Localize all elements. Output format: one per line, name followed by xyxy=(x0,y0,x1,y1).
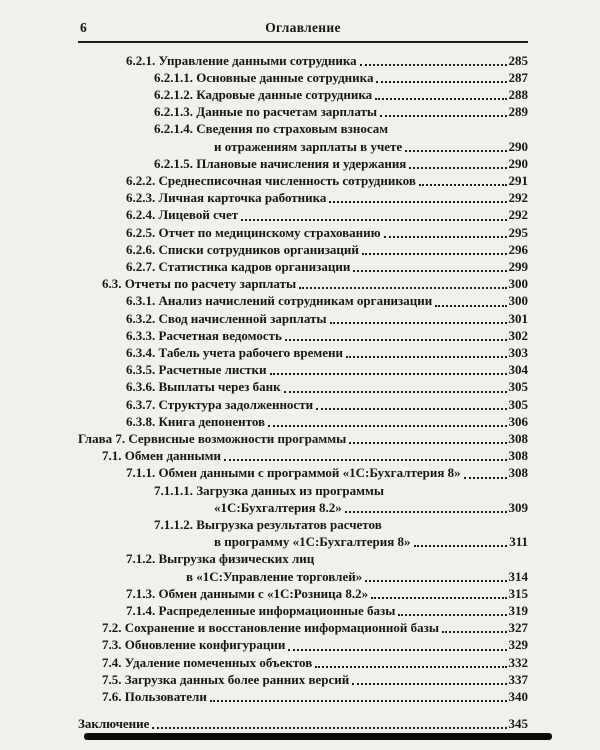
toc-entry xyxy=(78,189,528,206)
dot-leader xyxy=(352,683,506,685)
toc-entry-title: 7.1.3. Обмен данными с «1С:Розница 8.2» xyxy=(126,585,369,601)
header-rule xyxy=(78,41,528,43)
dot-leader xyxy=(285,339,507,341)
toc-entry-page: 299 xyxy=(508,258,528,274)
toc-entry-page: 285 xyxy=(508,52,528,68)
dot-leader xyxy=(353,270,506,272)
toc-entry xyxy=(78,619,528,636)
toc-entry-continuation-text: и отражениям зарплаты в учете xyxy=(214,138,403,154)
toc-entry-page: 289 xyxy=(508,104,528,120)
toc-entry-continuation xyxy=(78,499,528,516)
toc-entry-page: 291 xyxy=(508,172,528,188)
toc-entry xyxy=(78,206,528,223)
toc-entry xyxy=(78,310,528,327)
toc-entry-page: 295 xyxy=(508,224,528,240)
dot-leader xyxy=(349,442,506,444)
toc-entry xyxy=(78,715,528,732)
dot-leader xyxy=(435,305,506,307)
toc-entry-title: 6.2.5. Отчет по медицинскому страхованию xyxy=(126,224,381,240)
toc-entry-page: 332 xyxy=(508,654,528,670)
toc-entry-page: 292 xyxy=(508,207,528,223)
toc-entry-page: 314 xyxy=(508,568,528,584)
dot-leader xyxy=(384,236,507,238)
toc-entry-title: 6.3.2. Свод начисленной зарплаты xyxy=(126,310,327,326)
toc-entry xyxy=(78,550,528,567)
toc-entry-title: 6.2.1.3. Данные по расчетам зарплаты xyxy=(154,104,378,120)
toc-entry-page: 327 xyxy=(508,620,528,636)
toc-entry-title: 7.1.1. Обмен данными с программой «1С:Бухгалтерия 8» xyxy=(126,465,461,481)
dot-leader xyxy=(315,666,506,668)
toc-entry-page: 296 xyxy=(508,241,528,257)
toc-entry-title: 6.3.3. Расчетная ведомость xyxy=(126,327,282,343)
toc-entry xyxy=(78,654,528,671)
toc-entry-title: 6.2.6. Списки сотрудников организаций xyxy=(126,241,359,257)
dot-leader xyxy=(419,184,507,186)
toc-entry-page: 311 xyxy=(509,534,528,550)
toc-entry-title: 7.1. Обмен данными xyxy=(102,448,222,464)
toc-entry xyxy=(78,671,528,688)
toc-entry xyxy=(78,688,528,705)
dot-leader xyxy=(376,81,506,83)
toc-entry xyxy=(78,361,528,378)
toc-entry-title: Заключение xyxy=(78,716,150,732)
scan-artifact-bar xyxy=(84,733,552,740)
toc-entry-page: 337 xyxy=(508,671,528,687)
toc-entry xyxy=(78,482,528,499)
toc-entry-title: Глава 7. Сервисные возможности программы xyxy=(78,430,347,446)
dot-leader xyxy=(414,545,508,547)
toc-entry xyxy=(78,464,528,481)
toc-entry-title: 7.1.1.1. Загрузка данных из программы xyxy=(154,482,384,498)
toc-entry-page: 319 xyxy=(508,603,528,618)
toc-entry-page: 309 xyxy=(508,499,528,515)
toc-entry-page: 292 xyxy=(508,190,528,206)
toc-entry-page: 345 xyxy=(508,716,528,732)
dot-leader xyxy=(241,219,506,221)
toc-entry-continuation xyxy=(78,138,528,155)
toc-entry-page: 329 xyxy=(508,637,528,653)
dot-leader xyxy=(409,167,506,169)
toc-entry-page: 287 xyxy=(508,69,528,85)
toc-entry-title: 6.2.7. Статистика кадров организации xyxy=(126,258,351,274)
toc-entry-continuation xyxy=(78,568,528,585)
toc-entry xyxy=(78,396,528,413)
dot-leader xyxy=(152,727,506,729)
header-title: Оглавление xyxy=(265,20,341,35)
dot-leader xyxy=(442,631,507,633)
toc-entry-page: 340 xyxy=(508,689,528,705)
toc-entry-title: 6.2.4. Лицевой счет xyxy=(126,207,239,223)
toc-entry xyxy=(78,585,528,602)
toc-entry xyxy=(78,602,528,619)
toc-entry-title: 7.1.4. Распределенные информационные базы xyxy=(126,603,396,618)
toc-entry xyxy=(78,52,528,69)
toc-entry-page: 288 xyxy=(508,86,528,102)
page-number: 6 xyxy=(80,20,87,35)
dot-leader xyxy=(316,408,506,410)
toc-entry xyxy=(78,447,528,464)
toc-entry xyxy=(78,327,528,344)
dot-leader xyxy=(464,477,507,479)
toc-entry-page: 308 xyxy=(508,430,528,446)
dot-leader xyxy=(345,511,507,513)
toc-entry-title: 6.2.1. Управление данными сотрудника xyxy=(126,52,357,68)
dot-leader xyxy=(360,64,507,66)
toc-entry-title: 6.3.7. Структура задолженности xyxy=(126,396,314,412)
toc-entry xyxy=(78,155,528,172)
toc-entry xyxy=(78,292,528,309)
dot-leader xyxy=(362,253,507,255)
toc-entry-page: 304 xyxy=(508,362,528,378)
toc-entry xyxy=(78,636,528,653)
toc-entry xyxy=(78,69,528,86)
dot-leader xyxy=(329,201,506,203)
toc-entry-title: 7.3. Обновление конфигурации xyxy=(102,637,286,653)
toc-entry-title: 7.4. Удаление помеченных объектов xyxy=(102,654,313,670)
toc-entry-page: 300 xyxy=(508,293,528,309)
toc-entry-continuation xyxy=(78,533,528,550)
dot-leader xyxy=(346,356,506,358)
page-header xyxy=(78,20,528,38)
toc-entry-title: 6.3.1. Анализ начислений сотрудникам организации xyxy=(126,293,433,309)
toc-entry-title: 7.1.2. Выгрузка физических лиц xyxy=(126,551,315,567)
toc-entry-page: 305 xyxy=(508,379,528,395)
toc-entry xyxy=(78,172,528,189)
toc-entry-title: 7.1.1.2. Выгрузка результатов расчетов xyxy=(154,516,382,532)
dot-leader xyxy=(398,614,506,616)
toc-entry-title: 6.3.8. Книга депонентов xyxy=(126,413,266,429)
toc-entry-title: 7.6. Пользователи xyxy=(102,689,207,705)
toc-entry-title: 6.2.1.1. Основные данные сотрудника xyxy=(154,69,374,85)
toc-entry-title: 6.2.3. Личная карточка работника xyxy=(126,190,327,206)
dot-leader xyxy=(405,150,506,152)
dot-leader xyxy=(284,391,507,393)
toc-entry xyxy=(78,120,528,137)
dot-leader xyxy=(299,287,506,289)
dot-leader xyxy=(330,322,507,324)
toc-entry-title: 6.3.5. Расчетные листки xyxy=(126,362,267,378)
toc-entry xyxy=(78,413,528,430)
dot-leader xyxy=(288,649,506,651)
toc-entry-continuation-text: в «1С:Управление торговлей» xyxy=(186,568,363,584)
toc-entry xyxy=(78,258,528,275)
toc-entry-page: 308 xyxy=(508,465,528,481)
toc-entry-title: 6.2.1.5. Плановые начисления и удержания xyxy=(154,155,407,171)
toc-entry-page: 315 xyxy=(508,585,528,601)
dot-leader xyxy=(365,580,506,582)
toc-entry xyxy=(78,378,528,395)
toc-entry-page: 290 xyxy=(508,138,528,154)
toc-entry-title: 6.3.6. Выплаты через банк xyxy=(126,379,281,395)
toc-entry-continuation-text: в программу «1С:Бухгалтерия 8» xyxy=(214,534,411,550)
toc-entry-page: 308 xyxy=(508,448,528,464)
dot-leader xyxy=(210,700,507,702)
dot-leader xyxy=(380,115,506,117)
toc-entry xyxy=(78,241,528,258)
toc-entry xyxy=(78,430,528,447)
toc-entry xyxy=(78,344,528,361)
toc-entry-title: 7.5. Загрузка данных более ранних версий xyxy=(102,671,350,687)
toc-entry-page: 290 xyxy=(508,155,528,171)
toc-entry-title: 6.2.2. Среднесписочная численность сотрудников xyxy=(126,172,416,188)
toc-entry-title: 7.2. Сохранение и восстановление информационной базы xyxy=(102,620,439,636)
toc-entry-page: 302 xyxy=(508,327,528,343)
toc-entry-title: 6.2.1.2. Кадровые данные сотрудника xyxy=(154,86,373,102)
toc-list xyxy=(78,52,528,733)
toc-entry-page: 301 xyxy=(508,310,528,326)
dot-leader xyxy=(224,459,506,461)
toc-entry-page: 300 xyxy=(508,276,528,292)
dot-leader xyxy=(375,98,506,100)
dot-leader xyxy=(270,373,507,375)
toc-entry-page: 305 xyxy=(508,396,528,412)
toc-entry-page: 303 xyxy=(508,344,528,360)
toc-entry xyxy=(78,103,528,120)
toc-entry xyxy=(78,516,528,533)
toc-entry xyxy=(78,275,528,292)
toc-entry-title: 6.3.4. Табель учета рабочего времени xyxy=(126,344,344,360)
dot-leader xyxy=(268,425,506,427)
toc-entry-title: 6.3. Отчеты по расчету зарплаты xyxy=(102,276,297,292)
toc-entry-title: 6.2.1.4. Сведения по страховым взносам xyxy=(154,121,389,137)
toc-entry xyxy=(78,86,528,103)
toc-entry xyxy=(78,224,528,241)
dot-leader xyxy=(371,597,506,599)
toc-entry-continuation-text: «1С:Бухгалтерия 8.2» xyxy=(214,499,342,515)
toc-entry-page: 306 xyxy=(508,413,528,429)
